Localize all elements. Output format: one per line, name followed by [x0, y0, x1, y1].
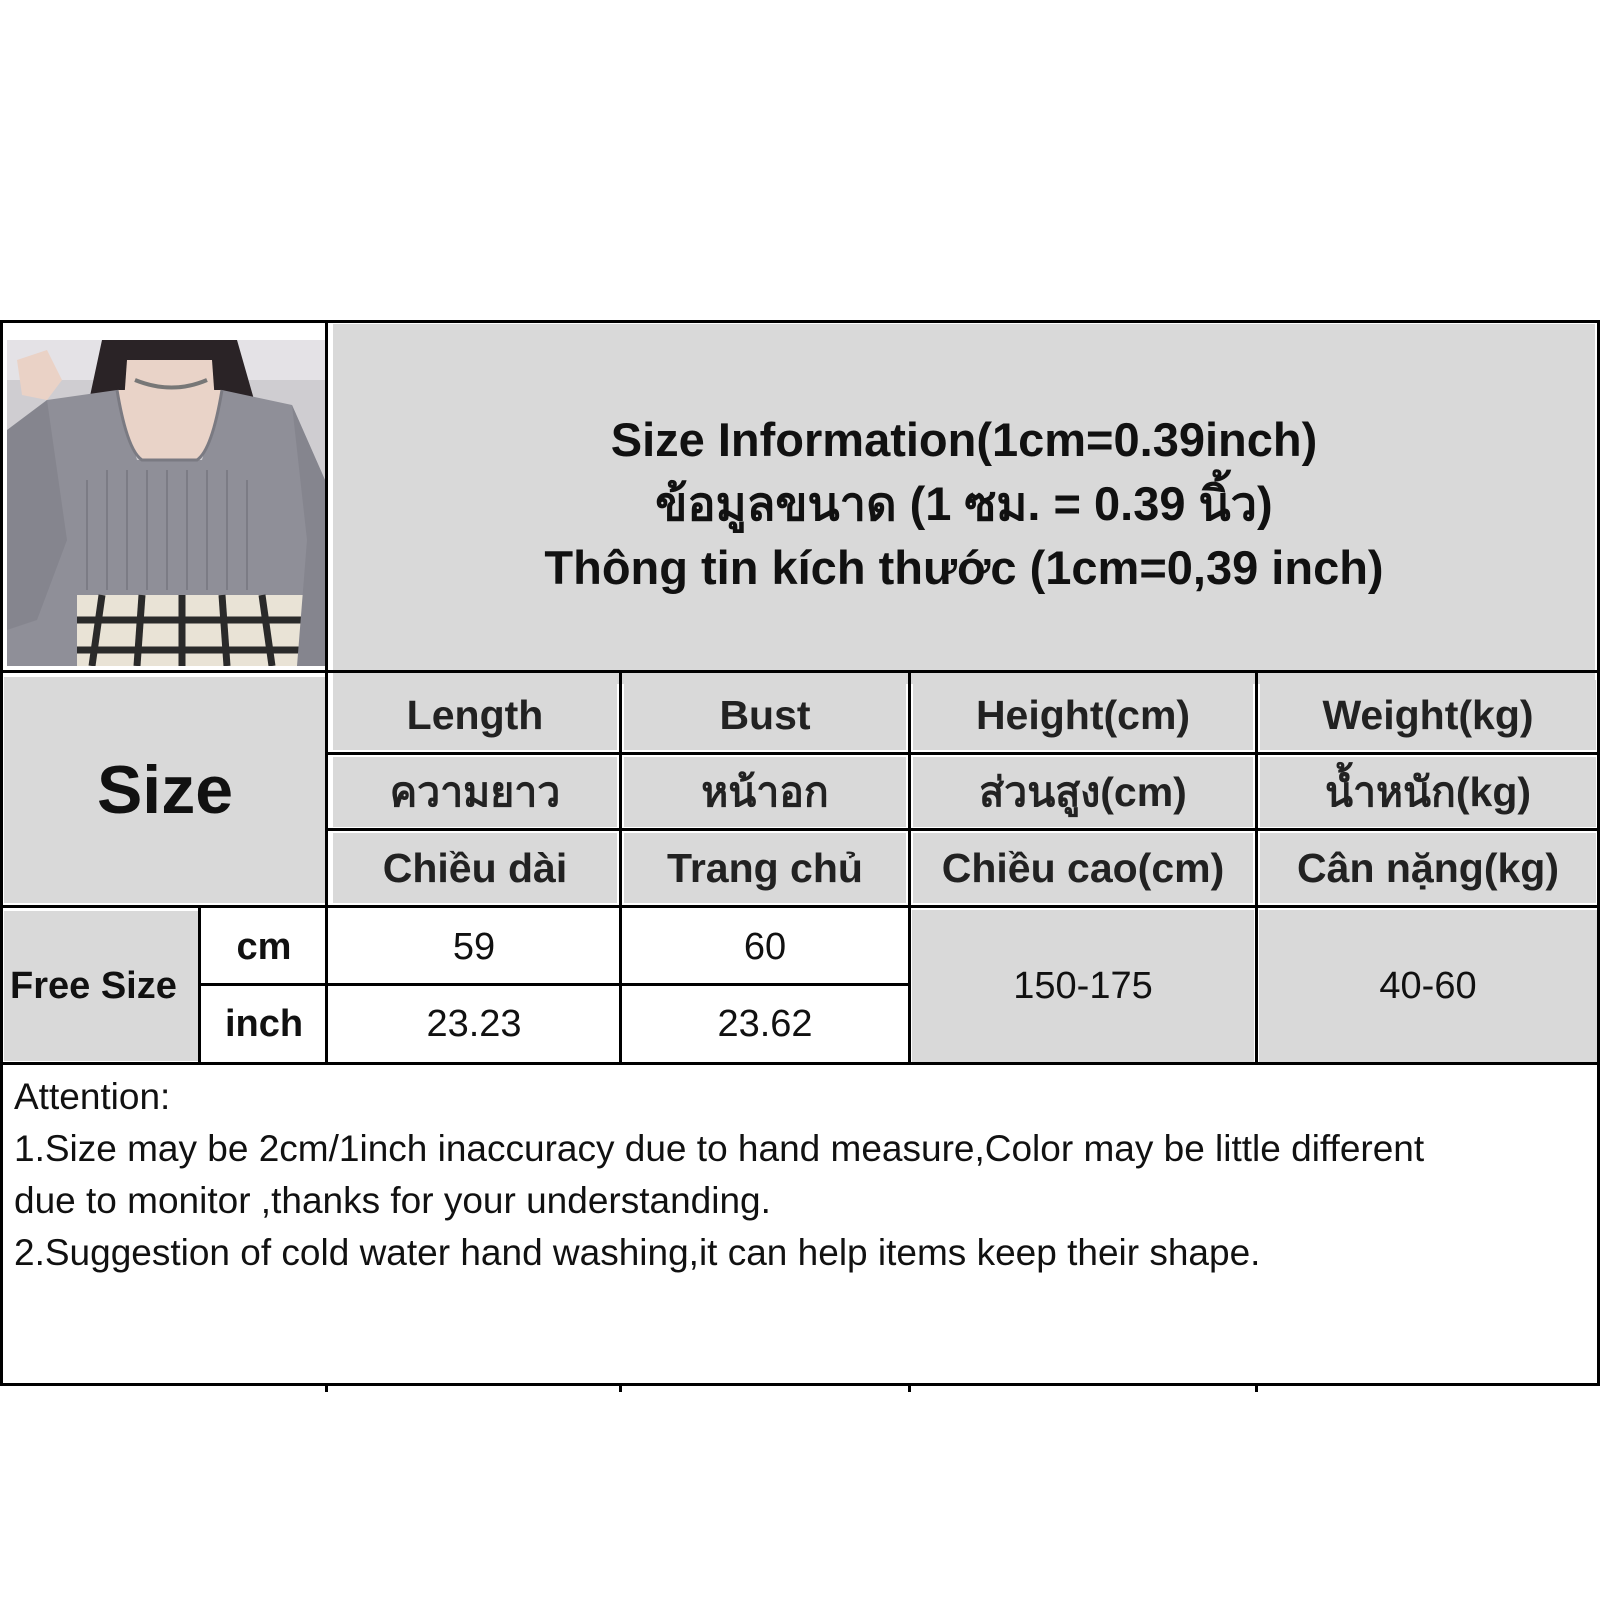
- attention-line-1a: 1.Size may be 2cm/1inch inaccuracy due to hand measure,Color may be little different: [14, 1128, 1425, 1169]
- free-size-label: Free Size: [4, 911, 198, 1061]
- length-inch: 23.23: [330, 988, 618, 1060]
- product-photo-icon: [7, 340, 325, 666]
- unit-inch: inch: [203, 988, 325, 1060]
- attention-heading: Attention:: [14, 1076, 171, 1117]
- title-thai: ข้อมูลขนาด (1 ซม. = 0.39 นิ้ว): [655, 477, 1273, 530]
- col-weight-vi: Cân nặng(kg): [1260, 833, 1596, 903]
- grid-h2: [325, 828, 1600, 831]
- size-chart: [0, 320, 1600, 1386]
- header-divider: [0, 670, 1600, 673]
- col-height-en: Height(cm): [913, 680, 1253, 750]
- col-length-en: Length: [333, 680, 617, 750]
- title-vietnamese: Thông tin kích thước (1cm=0,39 inch): [544, 541, 1384, 594]
- col-length-vi: Chiều dài: [333, 833, 617, 903]
- col-bust-vi: Trang chủ: [624, 833, 906, 903]
- attention-notes: [4, 1065, 1596, 1383]
- col-height-vi: Chiều cao(cm): [913, 833, 1253, 903]
- title-block: [333, 324, 1595, 684]
- bust-inch: 23.62: [623, 988, 907, 1060]
- grid-h3: [0, 905, 1600, 908]
- grid-h4: [198, 983, 908, 986]
- bust-cm: 60: [623, 911, 907, 983]
- height-range: 150-175: [912, 910, 1254, 1062]
- attention-line-2: 2.Suggestion of cold water hand washing,it can help items keep their shape.: [14, 1232, 1261, 1273]
- unit-cm: cm: [203, 911, 325, 983]
- photo-divider: [325, 320, 328, 675]
- col-length-th: ความยาว: [333, 757, 617, 827]
- col-height-th: ส่วนสูง(cm): [913, 757, 1253, 827]
- weight-range: 40-60: [1259, 910, 1597, 1062]
- size-header: Size: [4, 677, 326, 903]
- grid-h1: [325, 752, 1600, 755]
- length-cm: 59: [330, 911, 618, 983]
- col-bust-en: Bust: [624, 680, 906, 750]
- col-weight-th: น้ำหนัก(kg): [1260, 757, 1596, 827]
- title-english: Size Information(1cm=0.39inch): [610, 413, 1318, 466]
- col-bust-th: หน้าอก: [624, 757, 906, 827]
- col-weight-en: Weight(kg): [1260, 680, 1596, 750]
- product-photo: [7, 340, 325, 666]
- attention-line-1b: due to monitor ,thanks for your understanding.: [14, 1180, 771, 1221]
